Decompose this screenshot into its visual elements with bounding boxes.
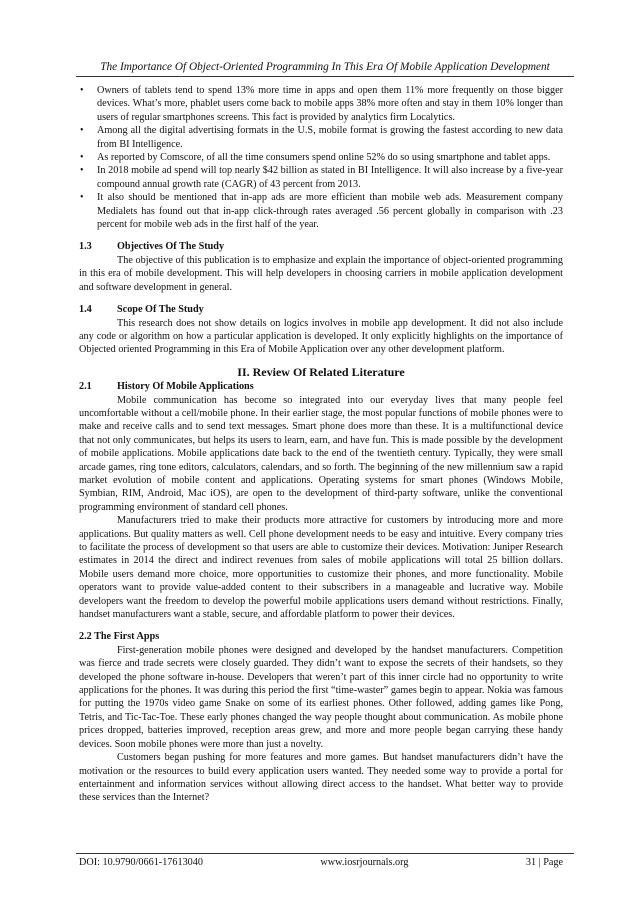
- section-title: Scope Of The Study: [117, 304, 204, 316]
- footer-page-number: 31 | Page: [525, 857, 563, 868]
- footer-doi: DOI: 10.9790/0661-17613040: [79, 857, 203, 868]
- bullet-icon: •: [80, 165, 84, 177]
- list-item: [79, 84, 563, 124]
- section-heading-2: II. Review Of Related Literature: [237, 364, 405, 379]
- section-title: Objectives Of The Study: [117, 241, 225, 253]
- scope-paragraph: This research does not show details on logics involves in mobile app development. It did not also include any code or algorithm on how a particular application is developed. It only explicitly highlights on the importance of Objected oriented Programming in this Era of Mobile Application over any other development platform.: [79, 317, 563, 356]
- running-header: The Importance Of Object-Oriented Programming In This Era Of Mobile Application Development: [100, 61, 550, 73]
- section-heading-1-4: [79, 303, 563, 316]
- section-heading-2-1: [79, 380, 563, 393]
- section-heading-2-2: 2.2 The First Apps: [79, 631, 160, 643]
- bullet-text: In 2018 mobile ad spend will top nearly $42 billion as stated in BI Intelligence. It will also increase by a five-year compound annual growth rate (CAGR) of 43 percent from 2013.: [97, 165, 563, 190]
- first-apps-paragraph: Customers began pushing for more features and more games. But handset manufacturers didn’t have the motivation or the resources to build every application users wanted. They needed some way to provide a portal for entertainment and information services without allowing direct access to the handset. What better way to provide these services than the Internet?: [79, 752, 563, 804]
- bullet-text: Among all the digital advertising formats in the U.S, mobile format is growing the fastest according to new data from BI Intelligence.: [97, 125, 563, 150]
- footer-website: www.iosrjournals.org: [320, 857, 409, 868]
- header-divider: [76, 76, 574, 77]
- section-number: 1.4: [79, 304, 92, 316]
- section-heading-1-3: [79, 240, 563, 253]
- bullet-text: It also should be mentioned that in-app ads are more efficient than mobile web ads. Measurement company Medialets has found out that in-app click-through rates averaged .56 percent globally in comparison with .23 percent for mobile web ads in the first half of the year.: [97, 192, 563, 231]
- page-footer: [79, 857, 563, 868]
- bullet-text: As reported by Comscore, of all the time consumers spend online 52% do so using smartphone and tablet apps.: [97, 152, 551, 164]
- section-title: History Of Mobile Applications: [117, 381, 254, 393]
- bullet-text: Owners of tablets tend to spend 13% more time in apps and open them 11% more frequently on those bigger devices. What’s more, phablet users come back to mobile apps 38% more often and stay in them 10% longer than users of regular smartphones screens. This fact is provided by analytics firm Localytics.: [97, 85, 563, 123]
- first-apps-paragraph: First-generation mobile phones were designed and developed by the handset manufacturers. Competition was fierce and trade secrets were closely guarded. They didn’t want to expose the secrets of their handsets, so they developed the phone software in-house. Developers that weren’t part of this inner circle had no opportunity to write applications for the phones. It was during this period the first “time-waster” games begin to appear. Nokia was famous for putting the 1970s video game Snake on some of its earliest phones. Other followed, adding games like Pong, Tetris, and Tic-Tac-Toe. These early phones changed the way people thought about communication. As mobile phone prices dropped, batteries improved, reception areas grew, and more and more people began carrying these handy devices. Soon mobile phones were more than just a novelty.: [79, 644, 563, 750]
- footer-divider: [76, 853, 574, 854]
- list-item: [79, 151, 563, 164]
- section-number: 1.3: [79, 241, 92, 253]
- main-content: [79, 84, 563, 805]
- objectives-paragraph: The objective of this publication is to emphasize and explain the importance of object-oriented programming in this era of mobile development. This will help developers in choosing carriers in mobile application development and software development in general.: [79, 254, 563, 293]
- list-item: [79, 164, 563, 191]
- history-paragraph: Manufacturers tried to make their products more attractive for customers by introducing more and more applications. But quality matters as well. Cell phone development needs to be easy and intuitive. Every company tries to facilitate the process of development so that users are able to customize their devices. Motivation: Juniper Research estimates in 2014 the direct and indirect revenues from sales of mobile applications will total 25 billion dollars. Mobile users demand more choice, more opportunities to customize their phones, and more functionality. Mobile operators want to provide value-added content to their subscribers in a manageable and lucrative way. Mobile developers want the freedom to develop the powerful mobile applications users demand without restrictions. Finally, handset manufacturers want a stable, secure, and affordable platform to power their devices.: [79, 515, 563, 621]
- bullet-icon: •: [80, 152, 84, 164]
- bullet-icon: •: [80, 85, 84, 96]
- bullet-icon: •: [80, 192, 84, 204]
- list-item: [79, 124, 563, 151]
- list-item: [79, 191, 563, 231]
- bullet-icon: •: [80, 125, 84, 137]
- section-number: 2.1: [79, 381, 92, 393]
- history-paragraph: Mobile communication has become so integrated into our everyday lives that many people feel uncomfortable without a cell/mobile phone. In their earlier stage, the most popular functions of mobile phones were to make and receive calls and to send text messages. Smart phone does more than these. It is a multifunctional device that not only communicates, but helps its users to learn, earn, and have fun. This is made possible by the development of mobile applications. Mobile applications date back to the end of the twentieth century. Typically, they were small arcade games, ring tone editors, calculators, calendars, and so forth. The beginning of the new millennium saw a rapid market evolution of mobile content and applications. Operating systems for smart phones (Windows Mobile, Symbian, RIM, Android, Mac iOS), are open to the development of third-party software, unlike the conventional programming environment of standard cell phones.: [79, 394, 563, 513]
- statistics-bullet-list: [79, 84, 563, 231]
